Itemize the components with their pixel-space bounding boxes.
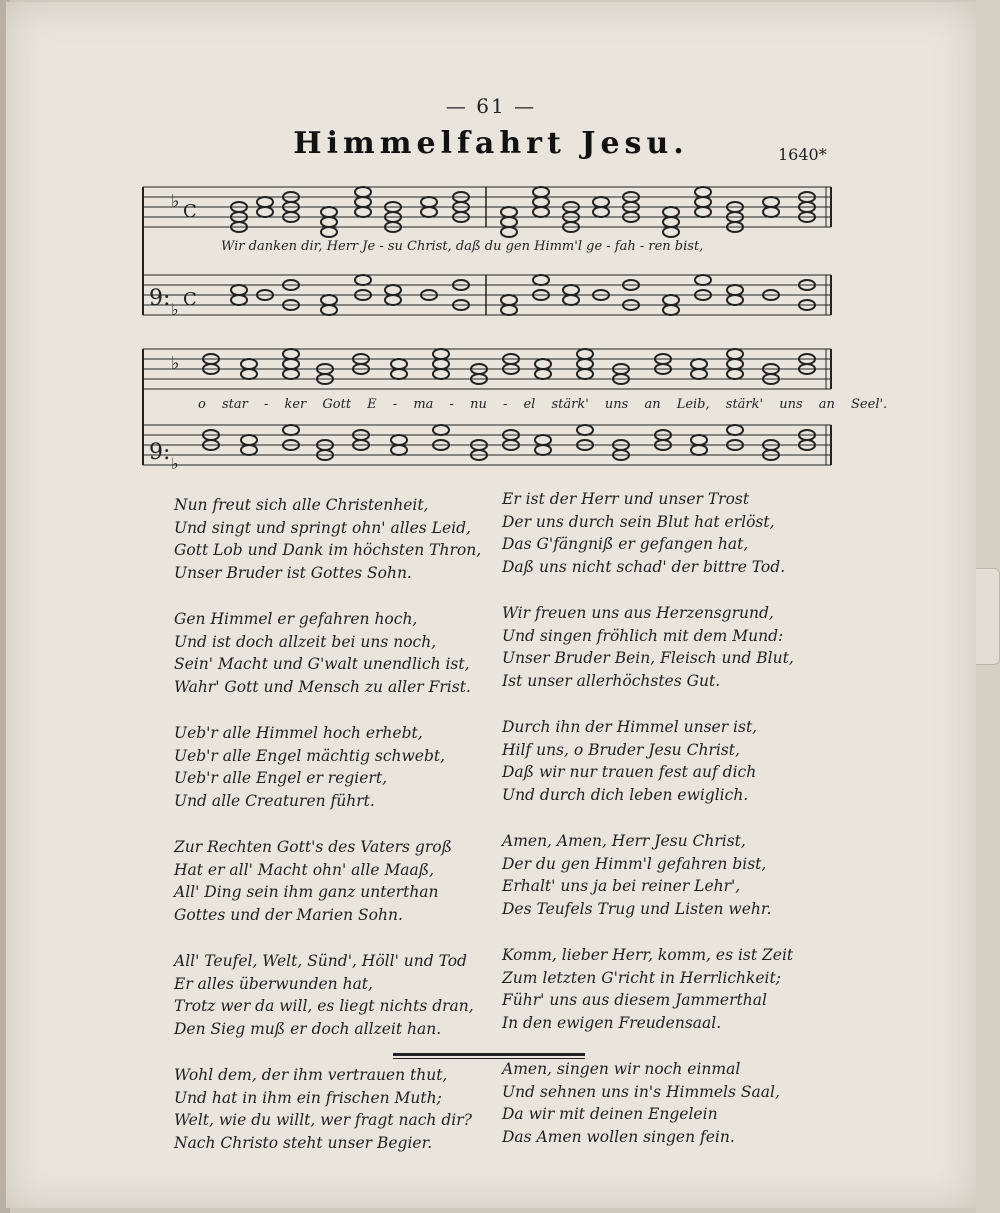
hymn-number: 1640* [778, 145, 827, 164]
verse-line: Führ' uns aus diesem Jammerthal [502, 991, 767, 1009]
staff-notation [131, 177, 841, 482]
lyrics-line-2: o star - ker Gott E - ma - nu - el stärk' uns an Leib, stärk' uns an Seel'. [198, 397, 888, 412]
svg-text:9:: 9: [149, 286, 171, 311]
verse-line: Sein' Macht und G'walt unendlich ist, [174, 655, 470, 673]
svg-text:C: C [183, 201, 197, 222]
verse-line: Unser Bruder ist Gottes Sohn. [174, 563, 412, 582]
verse-line: Und sehnen uns in's Himmels Saal, [502, 1082, 780, 1101]
page [6, 2, 976, 1208]
verses-left-column [174, 494, 481, 1178]
stanza [174, 836, 481, 926]
svg-text:♭: ♭ [171, 454, 179, 473]
verse-line: Ueb'r alle Engel er regiert, [174, 769, 387, 787]
hymn-title: Himmelfahrt Jesu. [293, 126, 689, 161]
verse-line: Nach Christo steht unser Begier. [174, 1133, 433, 1152]
lyrics-line-1: Wir danken dir, Herr Je - su Christ, daß du gen Himm'l ge - fah - ren bist, [221, 239, 704, 254]
verse-line: Wohl dem, der ihm vertrauen thut, [174, 1066, 448, 1084]
verse-line: Zum letzten G'richt in Herrlichkeit; [502, 968, 781, 987]
verse-line: Hilf uns, o Bruder Jesu Christ, [502, 740, 740, 759]
verse-line: Und ist doch allzeit bei uns noch, [174, 632, 437, 651]
page-number: — 61 — [445, 94, 537, 118]
verse-line: Daß uns nicht schad' der bittre Tod. [502, 557, 786, 576]
verse-line: Ueb'r alle Himmel hoch erhebt, [174, 724, 423, 742]
verse-line: Da wir mit deinen Engelein [502, 1105, 718, 1123]
stanza [174, 1064, 481, 1154]
stanza [502, 602, 794, 692]
stanza [502, 830, 794, 920]
verse-line: Gott Lob und Dank im höchsten Thron, [174, 541, 482, 559]
verse-line: Wir freuen uns aus Herzensgrund, [502, 604, 774, 622]
svg-text:C: C [183, 289, 197, 310]
verse-line: All' Ding sein ihm ganz unterthan [174, 883, 439, 901]
stanza [502, 716, 794, 806]
verse-line: Ueb'r alle Engel mächtig schwebt, [174, 746, 446, 765]
verse-line: Der uns durch sein Blut hat erlöst, [502, 512, 775, 531]
verse-line: Und alle Creaturen führt. [174, 791, 375, 810]
verse-line: Er alles überwunden hat, [174, 974, 373, 993]
verse-line: Der du gen Himm'l gefahren bist, [502, 854, 767, 873]
verse-line: Unser Bruder Bein, Fleisch und Blut, [502, 649, 794, 667]
verse-line: Den Sieg muß er doch allzeit han. [174, 1019, 442, 1038]
svg-text:♭: ♭ [171, 353, 180, 374]
verse-line: Trotz wer da will, es liegt nichts dran, [174, 997, 474, 1015]
verse-line: Zur Rechten Gott's des Vaters groß [174, 838, 452, 856]
end-rule [393, 1053, 585, 1059]
verse-line: Amen, singen wir noch einmal [502, 1060, 741, 1078]
verse-line: Amen, Amen, Herr Jesu Christ, [502, 832, 746, 850]
verse-line: Hat er all' Macht ohn' alle Maaß, [174, 860, 435, 879]
verses-right-column [502, 488, 794, 1172]
verse-line: Komm, lieber Herr, komm, es ist Zeit [502, 946, 794, 964]
verse-line: In den ewigen Freudensaal. [502, 1013, 722, 1032]
verse-line: Durch ihn der Himmel unser ist, [502, 718, 758, 736]
verse-line: Und singt und springt ohn' alles Leid, [174, 518, 471, 537]
stanza [502, 944, 794, 1034]
verse-line: Gottes und der Marien Sohn. [174, 905, 403, 924]
svg-text:9:: 9: [149, 440, 171, 465]
stanza [174, 722, 481, 812]
svg-text:♭: ♭ [171, 191, 180, 212]
verse-line: Er ist der Herr und unser Trost [502, 490, 750, 508]
verse-line: Und singen fröhlich mit dem Mund: [502, 626, 784, 645]
verse-line: Des Teufels Trug und Listen wehr. [502, 899, 772, 918]
stanza [502, 488, 794, 578]
verse-line: Und hat in ihm ein frischen Muth; [174, 1088, 442, 1107]
verse-line: Gen Himmel er gefahren hoch, [174, 610, 418, 628]
verse-line: Ist unser allerhöchstes Gut. [502, 671, 721, 690]
verse-line: Das G'fängniß er gefangen hat, [502, 535, 749, 553]
svg-text:♭: ♭ [171, 300, 179, 319]
verse-line: Erhalt' uns ja bei reiner Lehr', [502, 877, 741, 895]
verse-line: All' Teufel, Welt, Sünd', Höll' und Tod [174, 952, 467, 970]
verse-line: Wahr' Gott und Mensch zu aller Frist. [174, 677, 471, 696]
stanza [502, 1058, 794, 1148]
verse-line: Nun freut sich alle Christenheit, [174, 496, 429, 514]
verse-line: Welt, wie du willt, wer fragt nach dir? [174, 1111, 472, 1129]
verse-line: Und durch dich leben ewiglich. [502, 785, 749, 804]
verse-line: Das Amen wollen singen fein. [502, 1127, 735, 1146]
stanza [174, 950, 481, 1040]
verse-line: Daß wir nur trauen fest auf dich [502, 763, 757, 781]
stanza [174, 494, 481, 584]
stanza [174, 608, 481, 698]
music-score [131, 177, 888, 486]
